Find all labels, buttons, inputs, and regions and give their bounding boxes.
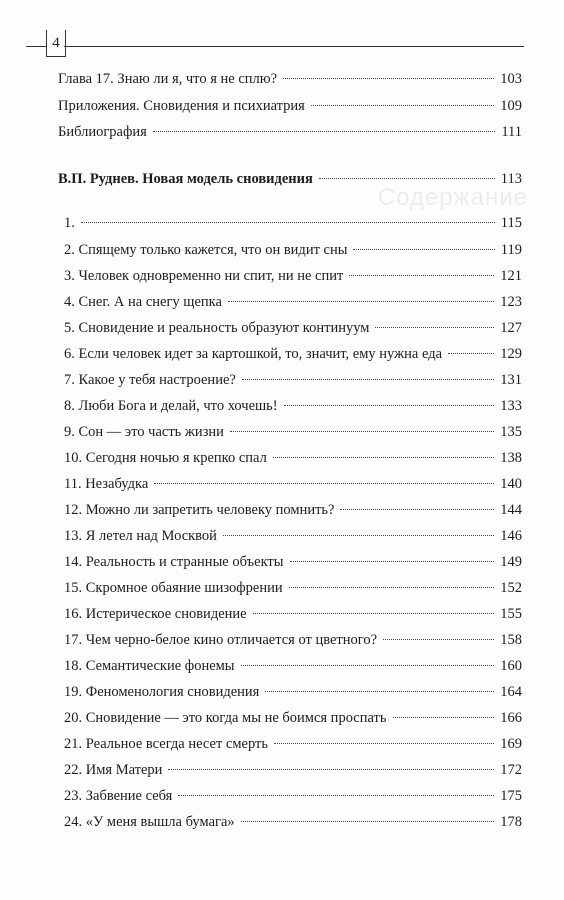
dot-leader [289, 587, 495, 588]
toc-chapter [64, 578, 522, 598]
dot-leader [283, 78, 494, 79]
toc-entry-page: 111 [501, 124, 522, 140]
toc-chapter-page: 149 [500, 554, 522, 570]
toc-section-heading [58, 169, 522, 189]
toc-chapter-page: 166 [500, 710, 522, 726]
header-rule-right [64, 46, 524, 47]
dot-leader [153, 131, 496, 132]
dot-leader [242, 379, 494, 380]
toc-chapter [64, 682, 522, 702]
toc-chapter-title: 13. Я летел над Москвой [64, 528, 217, 544]
toc-chapter [64, 526, 522, 546]
dot-leader [284, 405, 495, 406]
toc-chapter-title: 12. Можно ли запретить человеку помнить? [64, 502, 335, 518]
toc-chapter-title: 11. Незабудка [64, 476, 149, 492]
dot-leader [393, 717, 495, 718]
toc-chapter-title: 22. Имя Матери [64, 762, 163, 778]
toc-chapter-title: 8. Люби Бога и делай, что хочешь! [64, 398, 278, 414]
toc-chapter-title: 10. Сегодня ночью я крепко спал [64, 450, 267, 466]
dot-leader [448, 353, 494, 354]
toc-chapter-page: 152 [500, 580, 522, 596]
toc-chapter-page: 160 [500, 658, 522, 674]
toc-chapter-title: 14. Реальность и странные объекты [64, 554, 284, 570]
toc-chapter-title: 16. Истерическое сновидение [64, 606, 247, 622]
dot-leader [375, 327, 494, 328]
show-through-text: Содержание [377, 184, 528, 211]
toc-chapter-page: 115 [500, 215, 522, 231]
toc-entry [58, 69, 522, 89]
toc-chapter [64, 474, 522, 494]
toc-chapter [64, 292, 522, 312]
dot-leader [223, 535, 494, 536]
dot-leader [253, 613, 495, 614]
toc-chapter [64, 812, 522, 832]
toc-chapter [64, 630, 522, 650]
dot-leader [81, 222, 495, 223]
toc-chapter [64, 786, 522, 806]
toc-chapter-title: 6. Если человек идет за картошкой, то, значит, ему нужна еда [64, 346, 443, 362]
toc-chapter-page: 133 [500, 398, 522, 414]
toc-chapter-title: 20. Сновидение — это когда мы не боимся проспать [64, 710, 387, 726]
toc-chapter-page: 158 [500, 632, 522, 648]
toc-chapter-title: 2. Спящему только кажется, что он видит сны [64, 242, 348, 258]
dot-leader [349, 275, 494, 276]
toc-section-page: 113 [500, 171, 522, 187]
toc-chapter-page: 138 [500, 450, 522, 466]
dot-leader [230, 431, 494, 432]
toc-chapter-page: 135 [500, 424, 522, 440]
toc-chapter-page: 119 [500, 242, 522, 258]
toc-chapter [64, 266, 522, 286]
toc-chapter-title: 17. Чем черно-белое кино отличается от цветного? [64, 632, 378, 648]
toc-chapter-title: 1. [64, 215, 75, 231]
toc-entry-title: Библиография [58, 124, 147, 140]
dot-leader [319, 178, 495, 179]
dot-leader [228, 301, 494, 302]
toc-entry-page: 103 [500, 71, 522, 87]
toc-chapter [64, 422, 522, 442]
toc-chapter [64, 500, 522, 520]
toc-chapter-page: 178 [500, 814, 522, 830]
toc-section-title: В.П. Руднев. Новая модель сновидения [58, 171, 313, 187]
dot-leader [273, 457, 494, 458]
toc-chapter-page: 129 [500, 346, 522, 362]
toc-chapter [64, 656, 522, 676]
toc-entry-page: 109 [500, 98, 522, 114]
toc-chapter-title: 24. «У меня вышла бумага» [64, 814, 235, 830]
header-rule-left [26, 46, 46, 47]
dot-leader [290, 561, 495, 562]
toc-chapter-title: 18. Семантические фонемы [64, 658, 235, 674]
dot-leader [241, 665, 495, 666]
toc-chapter [64, 760, 522, 780]
toc-chapter-title: 15. Скромное обаяние шизофрении [64, 580, 283, 596]
toc-chapter [64, 370, 522, 390]
toc-chapter [64, 344, 522, 364]
toc-chapter-page: 146 [500, 528, 522, 544]
toc-chapter-page: 140 [500, 476, 522, 492]
toc-chapter-title: 9. Сон — это часть жизни [64, 424, 224, 440]
toc-chapter-page: 172 [500, 762, 522, 778]
toc-chapter [64, 604, 522, 624]
toc-chapter-title: 23. Забвение себя [64, 788, 173, 804]
toc-chapter-page: 123 [500, 294, 522, 310]
toc-entry-title: Приложения. Сновидения и психиатрия [58, 98, 305, 114]
toc-chapter-title: 7. Какое у тебя настроение? [64, 372, 236, 388]
toc-entry-title: Глава 17. Знаю ли я, что я не сплю? [58, 71, 278, 87]
toc-chapter-page: 131 [500, 372, 522, 388]
toc-chapter [64, 240, 522, 260]
toc-chapter [64, 213, 522, 233]
toc-entry [58, 122, 522, 142]
dot-leader [353, 249, 494, 250]
dot-leader [265, 691, 494, 692]
toc-chapter-title: 3. Человек одновременно ни спит, ни не спит [64, 268, 344, 284]
toc-chapter [64, 448, 522, 468]
toc-chapter-page: 144 [500, 502, 522, 518]
toc-chapter [64, 396, 522, 416]
dot-leader [178, 795, 494, 796]
dot-leader [340, 509, 494, 510]
dot-leader [383, 639, 494, 640]
dot-leader [168, 769, 494, 770]
toc-entry [58, 96, 522, 116]
dot-leader [241, 821, 495, 822]
toc-chapter-title: 21. Реальное всегда несет смерть [64, 736, 268, 752]
toc-chapter-page: 127 [500, 320, 522, 336]
page-number: 4 [46, 30, 66, 57]
toc-chapter-page: 121 [500, 268, 522, 284]
toc-chapter [64, 318, 522, 338]
toc-chapter [64, 552, 522, 572]
page-header [0, 0, 564, 60]
dot-leader [274, 743, 494, 744]
dot-leader [311, 105, 494, 106]
toc-chapter-page: 155 [500, 606, 522, 622]
toc-chapter-page: 164 [500, 684, 522, 700]
toc-chapter-title: 4. Снег. А на снегу щепка [64, 294, 222, 310]
toc-chapter [64, 708, 522, 728]
toc-chapter-title: 19. Феноменология сновидения [64, 684, 260, 700]
toc-chapter-page: 175 [500, 788, 522, 804]
toc-chapter-page: 169 [500, 736, 522, 752]
toc-chapter [64, 734, 522, 754]
toc-chapter-title: 5. Сновидение и реальность образуют континуум [64, 320, 370, 336]
dot-leader [154, 483, 494, 484]
